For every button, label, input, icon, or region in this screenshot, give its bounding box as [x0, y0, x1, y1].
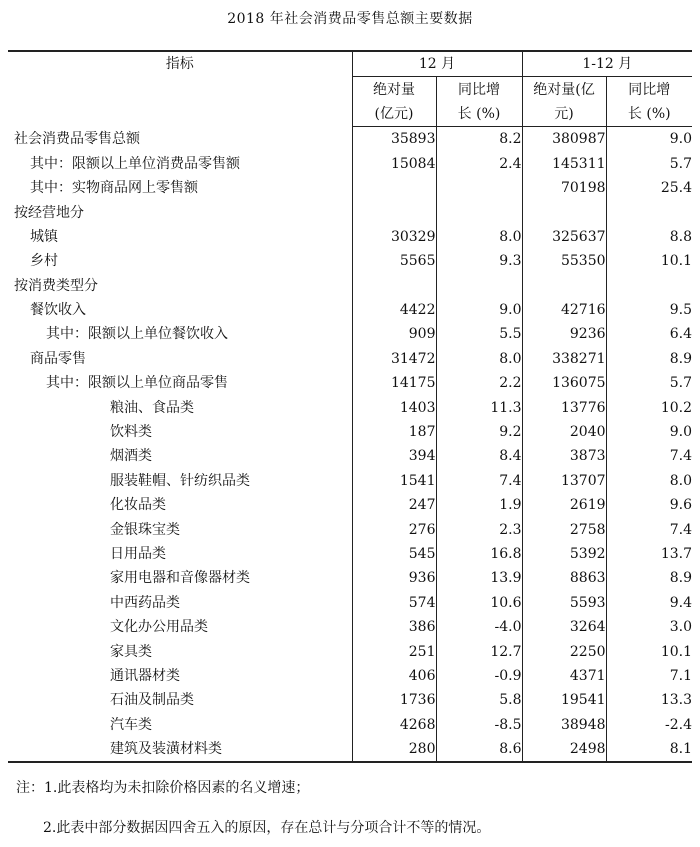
year-abs-header-line1: 绝对量(亿: [522, 77, 606, 102]
year-growth-cell: 13.3: [606, 688, 692, 712]
year-absolute-cell: 19541: [522, 688, 606, 712]
row-name: 中西药品类: [110, 594, 180, 611]
row-name: 家用电器和音像器材类: [110, 570, 250, 587]
table-row: [8, 493, 692, 517]
month-growth-cell: 9.3: [436, 249, 522, 273]
row-name: 商品零售: [30, 350, 86, 367]
table-row: [8, 176, 692, 200]
month-absolute-cell: 280: [352, 737, 436, 762]
footnote-2: 2.此表中部分数据因四舍五入的原因，存在总计与分项合计不等的情况。: [43, 820, 491, 836]
year-growth-cell: [606, 200, 692, 224]
month-group-header: 12 月: [352, 51, 522, 77]
month-absolute-cell: 15084: [352, 152, 436, 176]
table-row: [8, 737, 692, 762]
month-growth-cell: 2.2: [436, 371, 522, 395]
month-growth-cell: -8.5: [436, 713, 522, 737]
month-growth-cell: 8.0: [436, 225, 522, 249]
year-growth-cell: 8.0: [606, 469, 692, 493]
year-absolute-cell: 5392: [522, 542, 606, 566]
month-growth-cell: [436, 274, 522, 298]
year-growth-cell: 6.4: [606, 322, 692, 346]
year-growth-cell: -2.4: [606, 713, 692, 737]
row-name: 乡村: [30, 253, 58, 270]
row-name: 服装鞋帽、针纺织品类: [110, 472, 250, 489]
year-growth-cell: 9.5: [606, 298, 692, 322]
month-growth-cell: 13.9: [436, 566, 522, 590]
row-name: 饮料类: [110, 424, 152, 441]
month-growth-cell: 12.7: [436, 639, 522, 663]
month-growth-cell: [436, 200, 522, 224]
year-growth-cell: 10.1: [606, 639, 692, 663]
month-growth-cell: -0.9: [436, 664, 522, 688]
month-absolute-cell: 14175: [352, 371, 436, 395]
year-growth-cell: 10.2: [606, 395, 692, 419]
month-pct-header-line1: 同比增: [436, 77, 522, 102]
month-growth-cell: 16.8: [436, 542, 522, 566]
year-growth-cell: [606, 274, 692, 298]
month-growth-cell: 2.4: [436, 152, 522, 176]
month-abs-header-line1: 绝对量: [352, 77, 436, 102]
row-name: 餐饮收入: [30, 302, 86, 319]
row-name: 文化办公用品类: [110, 619, 208, 636]
year-growth-cell: 3.0: [606, 615, 692, 639]
year-absolute-cell: 3264: [522, 615, 606, 639]
month-growth-cell: [436, 176, 522, 200]
table-row: [8, 469, 692, 493]
row-name: 建筑及装潢材料类: [8, 737, 352, 762]
table-row: [8, 713, 692, 737]
table-row: [8, 688, 692, 712]
month-absolute-cell: 247: [352, 493, 436, 517]
month-growth-cell: 8.2: [436, 127, 522, 152]
year-absolute-cell: 5593: [522, 591, 606, 615]
month-absolute-cell: 1736: [352, 688, 436, 712]
month-absolute-cell: 394: [352, 444, 436, 468]
row-name: 烟酒类: [110, 448, 152, 465]
year-absolute-cell: 9236: [522, 322, 606, 346]
table-row: [8, 200, 692, 224]
year-growth-cell: 25.4: [606, 176, 692, 200]
month-absolute-cell: 4422: [352, 298, 436, 322]
row-name: 化妆品类: [110, 497, 166, 514]
table-row: [8, 249, 692, 273]
year-growth-cell: 5.7: [606, 371, 692, 395]
year-absolute-cell: 55350: [522, 249, 606, 273]
month-absolute-cell: 31472: [352, 347, 436, 371]
table-title: 2018 年社会消费品零售总额主要数据: [227, 11, 473, 27]
month-absolute-cell: [352, 274, 436, 298]
table-row: [8, 225, 692, 249]
row-name: 粮油、食品类: [110, 399, 194, 416]
row-name: 石油及制品类: [110, 692, 194, 709]
year-growth-cell: 8.1: [606, 737, 692, 762]
row-name: 城镇: [30, 228, 58, 245]
row-name: 日用品类: [110, 546, 166, 562]
year-absolute-cell: 380987: [522, 127, 606, 152]
table-row: [8, 395, 692, 419]
row-name: 其中：实物商品网上零售额: [30, 180, 198, 197]
year-absolute-cell: 38948: [522, 713, 606, 737]
month-growth-cell: -4.0: [436, 615, 522, 639]
month-growth-cell: 8.0: [436, 347, 522, 371]
month-absolute-cell: 4268: [352, 713, 436, 737]
table-header: [8, 51, 692, 127]
month-growth-cell: 5.8: [436, 688, 522, 712]
month-absolute-cell: 5565: [352, 249, 436, 273]
month-absolute-cell: 187: [352, 420, 436, 444]
year-growth-cell: 7.1: [606, 664, 692, 688]
month-absolute-cell: 545: [352, 542, 436, 566]
year-growth-cell: 7.4: [606, 444, 692, 468]
year-absolute-cell: [522, 274, 606, 298]
month-absolute-cell: 574: [352, 591, 436, 615]
month-absolute-cell: [352, 200, 436, 224]
year-pct-header-line2: 长 (%): [606, 102, 692, 127]
table-row: [8, 298, 692, 322]
month-absolute-cell: [352, 176, 436, 200]
month-absolute-cell: 1403: [352, 395, 436, 419]
month-growth-cell: 8.6: [436, 737, 522, 762]
month-growth-cell: 1.9: [436, 493, 522, 517]
month-growth-cell: 8.4: [436, 444, 522, 468]
row-name: 金银珠宝类: [110, 521, 180, 538]
month-growth-cell: 9.0: [436, 298, 522, 322]
year-growth-cell: 9.0: [606, 420, 692, 444]
table-row: [8, 274, 692, 298]
month-absolute-cell: 1541: [352, 469, 436, 493]
month-absolute-cell: 936: [352, 566, 436, 590]
month-absolute-cell: 406: [352, 664, 436, 688]
month-pct-header-line2: 长 (%): [436, 102, 522, 127]
month-absolute-cell: 909: [352, 322, 436, 346]
retail-sales-table: [8, 50, 692, 763]
year-absolute-cell: 338271: [522, 347, 606, 371]
table-row: [8, 591, 692, 615]
table-row: [8, 152, 692, 176]
year-group-header: 1-12 月: [522, 51, 692, 77]
year-absolute-cell: [522, 200, 606, 224]
row-name: 通讯器材类: [110, 667, 180, 684]
year-absolute-cell: 8863: [522, 566, 606, 590]
table-row: [8, 127, 692, 152]
month-growth-cell: 5.5: [436, 322, 522, 346]
year-absolute-cell: 145311: [522, 152, 606, 176]
month-growth-cell: 11.3: [436, 395, 522, 419]
year-growth-cell: 8.9: [606, 566, 692, 590]
month-absolute-cell: 276: [352, 517, 436, 541]
footnote-1: 注：1.此表格均为未扣除价格因素的名义增速；: [16, 780, 310, 796]
year-growth-cell: 9.6: [606, 493, 692, 517]
month-growth-cell: 2.3: [436, 517, 522, 541]
year-absolute-cell: 4371: [522, 664, 606, 688]
year-absolute-cell: 13776: [522, 395, 606, 419]
year-absolute-cell: 70198: [522, 176, 606, 200]
month-absolute-cell: 251: [352, 639, 436, 663]
row-name: 社会消费品零售总额: [14, 131, 140, 148]
month-absolute-cell: 386: [352, 615, 436, 639]
table-row: [8, 664, 692, 688]
table-body: [8, 127, 692, 763]
month-absolute-cell: 35893: [352, 127, 436, 152]
table-row: [8, 566, 692, 590]
year-absolute-cell: 2040: [522, 420, 606, 444]
table-row: [8, 444, 692, 468]
year-absolute-cell: 2250: [522, 639, 606, 663]
row-name: 汽车类: [110, 716, 152, 733]
year-growth-cell: 9.4: [606, 591, 692, 615]
table-row: [8, 420, 692, 444]
year-absolute-cell: 2498: [522, 737, 606, 762]
table-row: [8, 322, 692, 346]
year-absolute-cell: 2619: [522, 493, 606, 517]
month-growth-cell: 7.4: [436, 469, 522, 493]
month-growth-cell: 9.2: [436, 420, 522, 444]
year-absolute-cell: 3873: [522, 444, 606, 468]
row-name: 按消费类型分: [14, 277, 98, 294]
year-pct-header-line1: 同比增: [606, 77, 692, 102]
year-growth-cell: 8.9: [606, 347, 692, 371]
year-absolute-cell: 136075: [522, 371, 606, 395]
row-name: 其中：限额以上单位消费品零售额: [30, 155, 240, 172]
year-growth-cell: 5.7: [606, 152, 692, 176]
year-absolute-cell: 325637: [522, 225, 606, 249]
month-growth-cell: 10.6: [436, 591, 522, 615]
year-growth-cell: 13.7: [606, 542, 692, 566]
table-row: [8, 371, 692, 395]
row-name: 其中：限额以上单位商品零售: [46, 375, 228, 392]
row-name: 家具类: [110, 643, 152, 660]
row-name: 其中：限额以上单位餐饮收入: [46, 326, 228, 343]
year-absolute-cell: 42716: [522, 298, 606, 322]
indicator-header: 指标: [8, 51, 352, 127]
year-absolute-cell: 2758: [522, 517, 606, 541]
month-abs-header-line2: (亿元): [352, 102, 436, 127]
year-abs-header-line2: 元): [522, 102, 606, 127]
year-growth-cell: 7.4: [606, 517, 692, 541]
month-absolute-cell: 30329: [352, 225, 436, 249]
year-growth-cell: 9.0: [606, 127, 692, 152]
table-row: [8, 517, 692, 541]
row-name: 按经营地分: [14, 204, 84, 221]
table-row: [8, 347, 692, 371]
year-growth-cell: 8.8: [606, 225, 692, 249]
year-growth-cell: 10.1: [606, 249, 692, 273]
table-row: [8, 615, 692, 639]
table-row: [8, 639, 692, 663]
year-absolute-cell: 13707: [522, 469, 606, 493]
table-row: [8, 542, 692, 566]
